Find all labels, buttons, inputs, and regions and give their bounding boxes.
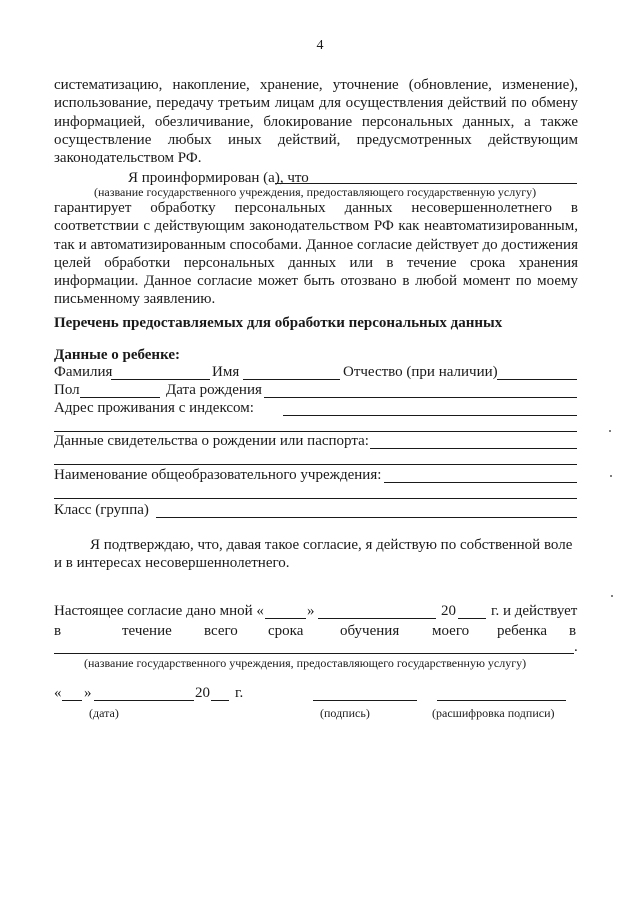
institution-caption-2: (название государственного учреждения, предоставляющего государственную услугу) [84, 656, 527, 670]
signature-date-open: « [54, 685, 62, 701]
consent-word-6: моего [432, 623, 470, 639]
page-number: 4 [316, 38, 324, 53]
signature-decode-field[interactable] [437, 700, 566, 701]
consent-word-5: обучения [340, 623, 400, 639]
consent-given-prefix: Настоящее согласие дано мной « [54, 603, 264, 619]
consent-word-4: срока [268, 623, 304, 639]
institution-caption-1: (название государственного учреждения, предоставляющего государственную услугу) [94, 185, 537, 199]
patronymic-label: Отчество (при наличии) [343, 364, 498, 380]
institution-line-1[interactable] [275, 183, 577, 184]
scan-speck [610, 475, 612, 477]
address-field-line-2[interactable] [54, 431, 577, 432]
name-field[interactable] [243, 379, 340, 380]
date-caption: (дата) [89, 706, 119, 720]
confirmation-paragraph: Я подтверждаю, что, давая такое согласие, я действую по собственной воле и в интересах несовершеннолетнего. [54, 537, 573, 572]
consent-end-dot: . [574, 639, 578, 655]
consent-word-2: течение [122, 623, 172, 639]
consent-year-field[interactable] [458, 618, 486, 619]
gender-label: Пол [54, 382, 80, 398]
school-field[interactable] [384, 482, 577, 483]
signature-caption: (подпись) [320, 706, 370, 720]
consent-word-7: ребенка [497, 623, 547, 639]
signature-decode-caption: (расшифровка подписи) [432, 706, 555, 720]
signature-day-field[interactable] [62, 700, 82, 701]
consent-word-8: в [569, 623, 577, 639]
patronymic-field[interactable] [497, 379, 577, 380]
birth-date-label: Дата рождения [166, 382, 262, 398]
signature-year-prefix: 20 [195, 685, 210, 701]
consent-year-prefix: 20 [441, 603, 456, 619]
surname-field[interactable] [111, 379, 210, 380]
list-heading: Перечень предоставляемых для обработки персональных данных [54, 315, 503, 331]
name-label: Имя [212, 364, 240, 380]
signature-month-field[interactable] [94, 700, 194, 701]
document-label: Данные свидетельства о рождении или паспорта: [54, 433, 369, 449]
informed-prefix: Я проинформирован (а), что [128, 170, 309, 186]
surname-label: Фамилия [54, 364, 113, 380]
consent-word-3: всего [204, 623, 238, 639]
child-data-heading: Данные о ребенке: [54, 347, 180, 363]
signature-year-field[interactable] [211, 700, 229, 701]
consent-month-field[interactable] [318, 618, 436, 619]
paragraph-processing-actions: систематизацию, накопление, хранение, уточнение (обновление, изменение), использование, передачу третьим лицам для осуществления действий по обмену информацией, обезличивание, блокирование персональных данных, а также осуществление любых иных действий, предусмотренных действующим законодательством РФ. [54, 77, 578, 167]
document-field[interactable] [370, 448, 577, 449]
school-field-line-2[interactable] [54, 498, 577, 499]
document-field-line-2[interactable] [54, 464, 577, 465]
signature-date-close: » [84, 685, 92, 701]
birth-date-field[interactable] [264, 397, 577, 398]
consent-day-field[interactable] [265, 618, 306, 619]
scan-speck [611, 595, 613, 597]
gender-field[interactable] [80, 397, 160, 398]
class-field[interactable] [156, 517, 577, 518]
consent-institution-line[interactable] [54, 653, 574, 654]
consent-valid-suffix: г. и действует [491, 603, 578, 619]
signature-field[interactable] [313, 700, 417, 701]
consent-word-1: в [54, 623, 62, 639]
school-label: Наименование общеобразовательного учреждения: [54, 467, 382, 483]
paragraph-guarantee: гарантирует обработку персональных данных несовершеннолетнего в соответствии с действующим законодательством РФ как неавтоматизированным, так и автоматизированным способами. Данное согласие действует до достижения целей обработки персональных данных или в течение срока хранения информации. Данное согласие может быть отозвано в любой момент по моему письменному заявлению. [54, 200, 578, 308]
address-label: Адрес проживания с индексом: [54, 400, 254, 416]
scan-speck [609, 430, 611, 432]
address-field[interactable] [283, 415, 577, 416]
signature-year-suffix: г. [235, 685, 244, 701]
consent-quote-close: » [307, 603, 315, 619]
class-label: Класс (группа) [54, 502, 149, 518]
